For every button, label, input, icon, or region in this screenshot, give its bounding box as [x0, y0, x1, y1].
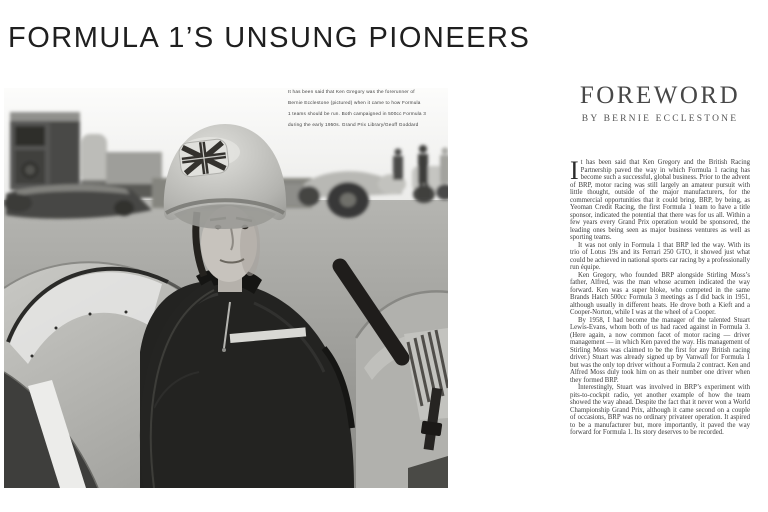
foreword-subheading: BY BERNIE ECCLESTONE [581, 114, 739, 124]
foreword-paragraph [570, 156, 750, 242]
photo-caption [288, 86, 427, 130]
helmet-union-jack [178, 138, 230, 178]
foreword-heading-block [562, 82, 758, 124]
caption-line: 1 teams should be run. Both campaigned in 500cc Formula 3 [288, 111, 427, 116]
caption-line: during the early 1950s. Grand Prix Library/Geoff Goddard [288, 122, 419, 127]
foreword-paragraph: Ken Gregory, who founded BRP alongside Stirling Moss’s father, Alfred, was the man whose acumen indicated the way forward. Ken was a super bloke, who competed in the same Brands Hatch 500cc Formula 3 meetings as I did back in 1951, although usually in different heats. He drove both a Kieft and a Cooper-Norton, while I was at the wheel of a Cooper. [570, 271, 750, 316]
paragraph-text: t has been said that Ken Gregory and the British Racing Partnership paved the way in which Formula 1 racing has become such a successful, global business. Prior to the advent of BRP, motor racing was still largely an amateur pursuit with little thought, outside of the major manufacturers, for the commercial opportunities that it could bring. BRP, by being, as Yeoman Credit Racing, the first Formula 1 team to have a title sponsor, indicated the potential that there was for us all. Within a few years every Grand Prix operation would be sponsored, the leading ones being seen as major business ventures as well as sporting teams. [570, 159, 750, 241]
photo-driver-in-race-car [4, 88, 448, 488]
left-page-photo [4, 88, 448, 488]
foreword-paragraph: It was not only in Formula 1 that BRP led the way. With its trio of Lotus 19s and its Ferrari 250 GTO, it showed just what could be achieved in national sports car racing by a professionally run équipe. [570, 241, 750, 271]
caption-line: Bernie Ecclestone (pictured) when it came to how Formula [288, 100, 421, 105]
drop-cap: I [570, 156, 579, 185]
foreword-heading: FOREWORD [579, 82, 741, 109]
foreword-paragraph: Interestingly, Stuart was involved in BRP’s experiment with pits-to-cockpit radio, yet another example of how the team showed the way ahead. Despite the fact that it never won a World Championship Grand Prix, although it came second on a couple of occasions, BRP was no ordinary privateer operation. It aspired to be a manufacturer but, more importantly, it paved the way forward for Formula 1. Its story deserves to be recorded. [570, 384, 750, 436]
foreword-body [570, 156, 750, 437]
foreword-paragraph: By 1958, I had become the manager of the talented Stuart Lewis-Evans, whom both of us had raced against in Formula 3. (Here again, a now common facet of motor racing — driver management — in which Ken paved the way. His management of Stirling Moss was claimed to be the first for any British racing driver.) Stuart was already signed up by Vanwall for Formula 1 but was the only top driver without a Formula 2 contract. Ken and Alfred Moss duly took him on as their number one driver when they formed BRP. [570, 316, 750, 384]
caption-line: It has been said that Ken Gregory was the forerunner of [288, 89, 415, 94]
page-title: FORMULA 1’S UNSUNG PIONEERS [8, 22, 531, 55]
